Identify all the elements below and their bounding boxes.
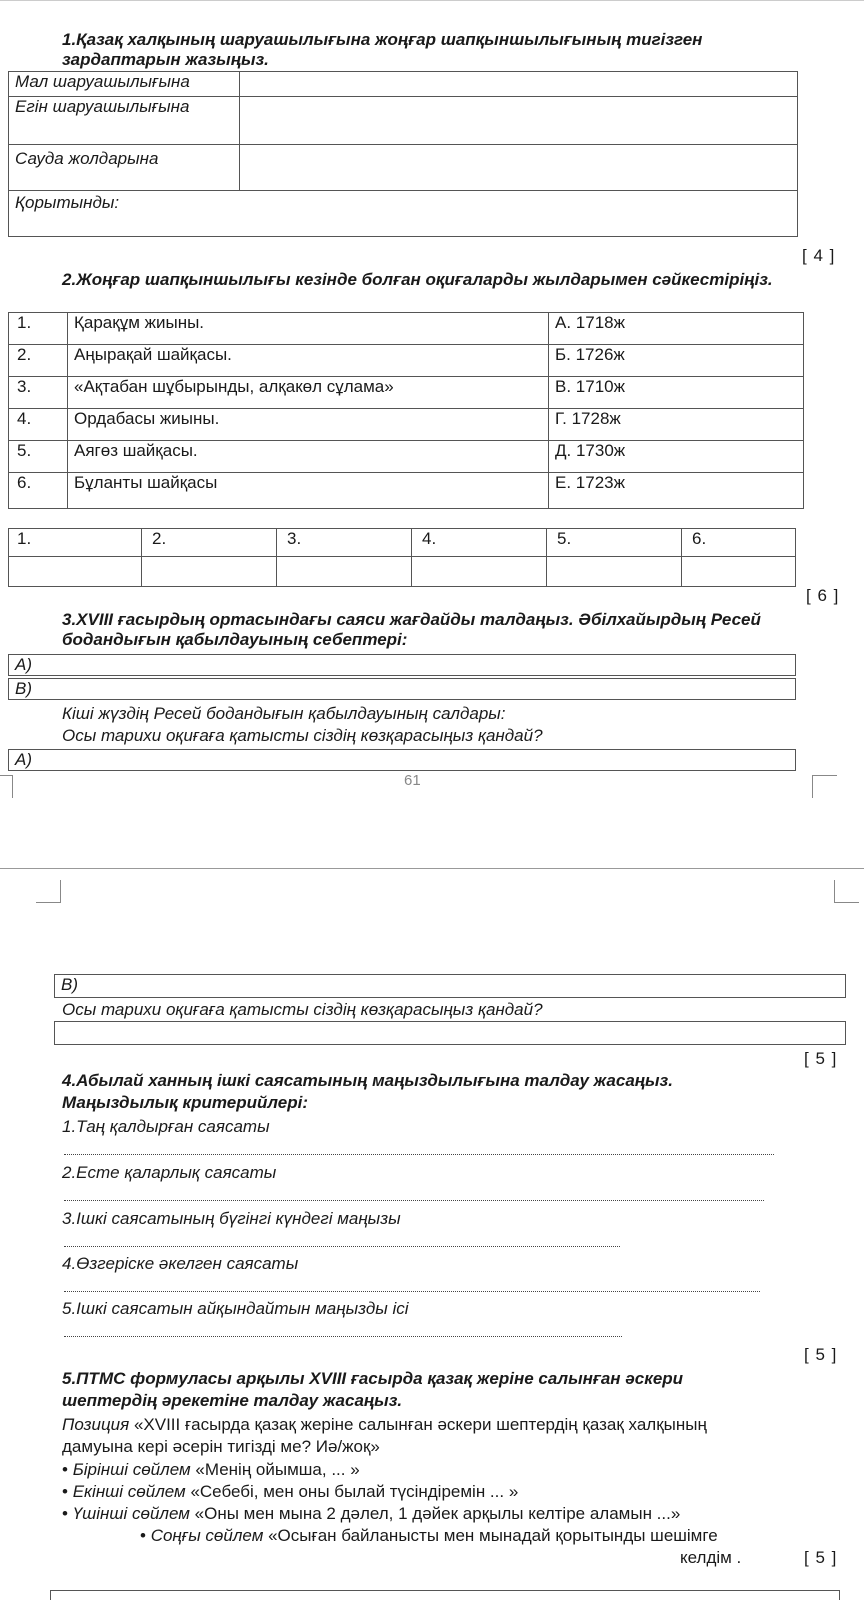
q4-criteria-label: Маңыздылық критерийлері: xyxy=(62,1093,308,1112)
event-number: 5. xyxy=(9,441,68,473)
q5-s4-text: «Осыған байланысты мен мынадай қорытынды шешімге xyxy=(268,1526,718,1545)
event-number: 1. xyxy=(9,313,68,345)
answer-header: 2. xyxy=(142,529,277,557)
event-year: Г. 1728ж xyxy=(549,409,804,441)
q5-position-text: «XVIII ғасырда қазақ жеріне салынған әскери шептердің қазақ халқының дамуына кері әсерін тигізді ме? Иә/жоқ» xyxy=(62,1415,707,1456)
page-corner-mark xyxy=(36,880,61,903)
page-corner-mark xyxy=(0,775,13,798)
answer-cell[interactable] xyxy=(277,557,412,587)
answer-cell[interactable] xyxy=(682,557,796,587)
event-year: В. 1710ж xyxy=(549,377,804,409)
q5-s1-label: Бірінші сөйлем xyxy=(72,1460,191,1479)
answer-dotted-line[interactable] xyxy=(64,1200,764,1201)
criterion-item: 1.Таң қалдырған саясаты xyxy=(62,1117,270,1136)
page-corner-mark xyxy=(834,880,859,903)
criterion-item: 4.Өзгеріске әкелген саясаты xyxy=(62,1254,299,1273)
event-year: Б. 1726ж xyxy=(549,345,804,377)
answer-dotted-line[interactable] xyxy=(64,1246,620,1247)
q3-title: 3.XVIII ғасырдың ортасындағы саяси жағдайды талдаңыз. Әбілхайырдың Ресей бодандығын қабылдауының себептері: xyxy=(62,610,761,649)
criterion-item: 5.Ішкі саясатын айқындайтын маңызды ісі xyxy=(62,1299,409,1318)
event-name: «Ақтабан шұбырынды, алқакөл сұлама» xyxy=(68,377,549,409)
q5-s4-label: Соңғы сөйлем xyxy=(150,1526,264,1545)
q3-b-label: В) xyxy=(15,679,32,698)
answer-header: 3. xyxy=(277,529,412,557)
q3-answer-a2[interactable] xyxy=(8,749,796,771)
q3-consequence: Кіші жүздің Ресей бодандығын қабылдауының салдары: xyxy=(62,704,506,723)
q3-answer-b[interactable] xyxy=(8,678,796,700)
q5-sentence-3: • Үшінші сөйлем «Оны мен мына 2 дәлел, 1 дәйек арқылы келтіре аламын ...» xyxy=(62,1504,681,1523)
q1-title: 1.Қазақ халқының шаруашылығына жоңғар шапқыншылығының тигізген зардаптарын жазыңыз. xyxy=(62,30,703,69)
q5-s3-label: Үшінші сөйлем xyxy=(72,1504,190,1523)
event-name: Аягөз шайқасы. xyxy=(68,441,549,473)
q3-a2-label: А) xyxy=(15,750,32,769)
event-name: Қарақұм жиыны. xyxy=(68,313,549,345)
q3-answer-a[interactable] xyxy=(8,654,796,676)
q5-position-label: Позиция xyxy=(62,1415,130,1434)
q5-s1-text: «Менің ойымша, ... » xyxy=(195,1460,360,1479)
event-year: Д. 1730ж xyxy=(549,441,804,473)
q1-score: [ 4 ] xyxy=(802,246,836,265)
event-number: 6. xyxy=(9,473,68,509)
event-name: Бұланты шайқасы xyxy=(68,473,549,509)
criterion-item: 3.Ішкі саясатының бүгінгі күндегі маңызы xyxy=(62,1209,401,1228)
q5-sentence-1: • Бірінші сөйлем «Менің ойымша, ... » xyxy=(62,1460,360,1479)
q5-s3-text: «Оны мен мына 2 дәлел, 1 дәйек арқылы келтіре аламын ...» xyxy=(194,1504,681,1523)
q1-table xyxy=(8,71,798,237)
q5-s2-label: Екінші сөйлем xyxy=(72,1482,186,1501)
bottom-table-edge xyxy=(50,1590,840,1600)
event-number: 3. xyxy=(9,377,68,409)
q3-b2-label: В) xyxy=(61,975,78,994)
answer-cell[interactable] xyxy=(547,557,682,587)
q3-opinion-answer[interactable] xyxy=(54,1021,846,1045)
q2-score: [ 6 ] xyxy=(806,586,840,605)
q5-title: 5.ПТМС формуласы арқылы XVIII ғасырда қазақ жеріне салынған әскери шептердің әрекетіне талдау жасаңыз. xyxy=(62,1369,684,1410)
q2-answer-table xyxy=(8,528,796,587)
q3-answer-b2[interactable] xyxy=(54,974,846,998)
q1-answer-cell[interactable] xyxy=(240,72,798,97)
q3-opinion2: Осы тарихи оқиғаға қатысты сіздің көзқарасыңыз қандай? xyxy=(62,1000,543,1019)
q1-conclusion-cell[interactable]: Қорытынды: xyxy=(9,191,798,237)
event-name: Аңырақай шайқасы. xyxy=(68,345,549,377)
q5-position xyxy=(62,1414,782,1458)
answer-cell[interactable] xyxy=(412,557,547,587)
answer-cell[interactable] xyxy=(9,557,142,587)
event-year: А. 1718ж xyxy=(549,313,804,345)
answer-dotted-line[interactable] xyxy=(64,1336,622,1337)
q2-title: 2.Жоңғар шапқыншылығы кезінде болған оқиғаларды жылдарымен сәйкестіріңіз. xyxy=(62,270,773,289)
q4-score: [ 5 ] xyxy=(804,1345,838,1364)
q1-answer-cell[interactable] xyxy=(240,145,798,191)
page-corner-mark xyxy=(812,775,837,798)
event-name: Ордабасы жиыны. xyxy=(68,409,549,441)
q5-sentence-4: • Соңғы сөйлем «Осыған байланысты мен мынадай қорытынды шешімге xyxy=(140,1526,718,1545)
q5-score: [ 5 ] xyxy=(804,1548,838,1567)
answer-cell[interactable] xyxy=(142,557,277,587)
q1-answer-cell[interactable] xyxy=(240,97,798,145)
q5-s2-text: «Себебі, мен оны былай түсіндіремін ... » xyxy=(190,1482,519,1501)
answer-header: 1. xyxy=(9,529,142,557)
event-number: 4. xyxy=(9,409,68,441)
page-break-line xyxy=(0,868,864,869)
page-number: 61 xyxy=(404,772,421,789)
answer-header: 6. xyxy=(682,529,796,557)
criterion-item: 2.Есте қаларлық саясаты xyxy=(62,1163,277,1182)
answer-header: 4. xyxy=(412,529,547,557)
q1-row-label: Егін шаруашылығына xyxy=(9,97,240,145)
top-edge-line xyxy=(0,0,864,1)
q3-a-label: А) xyxy=(15,655,32,674)
q2-events-table xyxy=(8,312,804,509)
answer-dotted-line[interactable] xyxy=(64,1154,774,1155)
q5-sentence-4-end: келдім . xyxy=(680,1548,742,1567)
q1-row-label: Сауда жолдарына xyxy=(9,145,240,191)
q1-row-label: Мал шаруашылығына xyxy=(9,72,240,97)
event-number: 2. xyxy=(9,345,68,377)
q4-title: 4.Абылай ханның ішкі саясатының маңыздылығына талдау жасаңыз. xyxy=(62,1071,673,1090)
q3-opinion: Осы тарихи оқиғаға қатысты сіздің көзқарасыңыз қандай? xyxy=(62,726,543,745)
q5-sentence-2: • Екінші сөйлем «Себебі, мен оны былай түсіндіремін ... » xyxy=(62,1482,519,1501)
answer-dotted-line[interactable] xyxy=(64,1291,760,1292)
answer-header: 5. xyxy=(547,529,682,557)
q3-score: [ 5 ] xyxy=(804,1049,838,1068)
event-year: Е. 1723ж xyxy=(549,473,804,509)
